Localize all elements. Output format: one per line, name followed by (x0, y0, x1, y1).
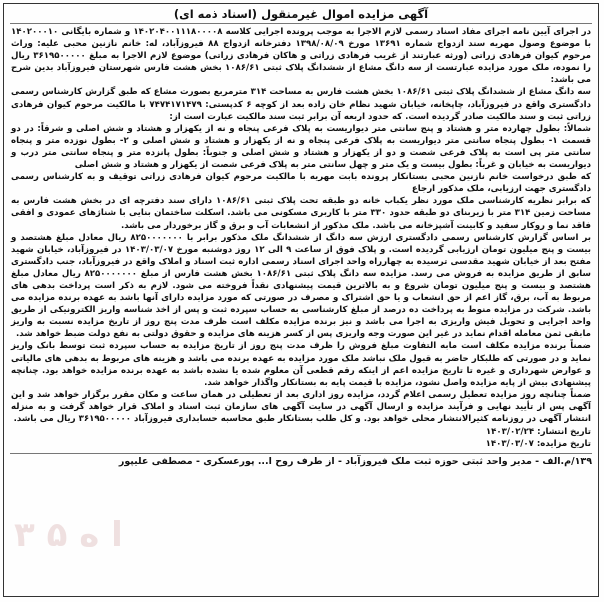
watermark: ۳ ا ه ۵ (14, 515, 123, 555)
notice-paragraph: سه دانگ مشاع از ششدانگ پلاک ثبتی ۱۰۸۶/۶۱ بخش هشت فارس به مساحت ۳۱۴ مترمربع بصورت مشاع که طبق گزارش کارشناس رسمی دادگستری واقع در فیروزآباد، چاپخانه، خیابان شهید نظام خان زاده بعد از کوچه ۶ کدپستی: ۷۴۷۴۱۷۱۴۷۹ با مالکیت مرحوم کیوان فرهادی زراتی ثبت و سند مالکیت صادر گردیده است. که حدود اربعه آن برابر ثبت سند مالکیت عبارت است از: (11, 87, 591, 122)
publish-date: تاریخ انتشار: ۱۴۰۳/۰۲/۲۴ (485, 427, 591, 438)
auction-notice (3, 3, 599, 597)
notice-title: آگهی مزایده اموال غیرمنقول (اسناد ذمه ای) (10, 4, 592, 24)
notice-paragraph: بر اساس گزارش کارشناس رسمی دادگستری ارزش سه دانگ از ششدانگ ملک مذکور برابر با ۸۲۵۰۰۰۰۰۰۰ ریال معادل مبلغ هشتصد و بیست و پنج میلیون تومان ارزیابی گردیده است. و پلاک فوق از ساعت ۹ الی ۱۲ روز دوشنبه مورخ ۱۴۰۳/۰۳/۰۷ در فیروزآباد، خیابان شهید مفتح بعد از خیابان شهید مقدسی ترسیده به چهارراه واحد اجرای اسناد رسمی اداره ثبت اسناد و املاک واقع در فیروزآباد، جنب دادگستری سابق از طریق مزایده به فروش می رسد. مزایده سه دانگ پلاک ثبتی ۱۰۸۶/۶۱ بخش هشت فارس از مبلغ ۸۲۵۰۰۰۰۰۰۰ ریال معادل مبلغ هشتصد و بیست و پنج میلیون تومان شروع و به بالاترین قیمت پیشنهادی نقداً فروخته می شود. لازم به ذکر است پرداخت بدهی های مربوط به آب، برق، گاز اعم از حق انشعاب و یا حق اشتراک و مصرف در صورتی که مورد مزایده دارای آنها باشد به عهده برنده مزایده می باشد. شرکت در مزایده منوط به پرداخت ده درصد از مبلغ کارشناسی به حساب سپرده ثبت و پس از اخذ شناسه واریز الکترونیکی از طریق واحد اجرایی و تحویل فیش واریزی به اجرا می باشد و نیز برنده مزایده مکلف است ظرف مدت پنج روز از تاریخ مزایده نسبت به واریز مابقی ثمن معامله اقدام نماید در غیر این صورت وجه واریزی پس از کسر هزینه های مزایده و حقوق دولتی به نفع دولت ضبط خواهد شد. (11, 232, 592, 340)
notice-paragraph: شمالاً: بطول چهارده متر و هشتاد و پنج سانتی متر دیواریست به پلاک فرعی پنجاه و نه از یکهزار و هشتاد و شش اصلی و شرقاً: در دو قسمت ۱- بطول پنجاه سانتی متر دیواریست به پلاک فرعی پنجاه و نه از یکهزار و هشتاد و شش اصلی و ۲- بطول نوزده متر و پنجاه سانتی متر پی است به پلاک فرعی شصت و دو از یکهزار و هشتاد و شش اصلی و جنوباً: بطول پانزده متر و پنجاه سانتی متر درب و دیواریست به خیابان و غرباً: بطول بیست و یک متر و چهل سانتی متر به پلاک فرعی شصت از یکهزار و هشتاد و شش اصلی (11, 123, 591, 171)
notice-signature: ۱۳۹/م.الف - مدیر واحد ثبتی حوزه ثبت ملک فیروزآباد - از طرف روح ا... پورعسکری - مصطفی علیپور (10, 453, 592, 467)
notice-paragraph: در اجرای آیین نامه اجرای مفاد اسناد رسمی لازم الاجرا به موجب پرونده اجرایی کلاسه ۱۴۰۲۰۴۰۰۱۱۱۸۰۰۰۰۸ و شماره بایگانی ۱۴۰۲۰۰۰۱۰ با موضوع وصول مهریه سند ازدواج شماره ۱۳۶۹۱ مورخ ۱۳۹۸/۰۸/۰۹ دفترخانه ازدواج ۸۸ فیروزآباد، له: خانم نازنین محبی علیه: وراث مرحوم کیوان فرهادی زراتی (ورثه عبارتند از غریب فرهادی زراتی و هاکان فرهادی زراتی) موضوع لازم الاجرا به مبلغ ۳۶۱۹۵۰۰۰۰۰ ریال را نموده، ملک مورد مزایده عبارتست از سه دانگ مشاع از ششدانگ پلاک ثبتی ۱۰۸۶/۶۱ بخش هشت فارس شهرستان فیروزآباد بدین شرح می باشد: (11, 27, 591, 86)
notice-dates (11, 426, 591, 450)
notice-body (4, 24, 598, 450)
notice-paragraph: که طبق درخواست خانم نازنین محبی بستانکار پرونده بابت مهریه با مالکیت مرحوم کیوان فرهادی زراتی توقیف و به کارشناس رسمی دادگستری جهت ارزیابی، ملک مذکور ارجاع (11, 172, 591, 195)
auction-date: تاریخ مزایده: ۱۴۰۳/۰۳/۰۷ (485, 439, 591, 450)
notice-paragraph: ضمناً برنده مزایده مکلف است مابه التفاوت مبلغ فروش را ظرف مدت پنج روز از تاریخ مزایده به حساب سپرده ثبت توسط بانک واریز نماید و در صورتی که طلبکار حاضر به قبول ملک نباشد ملک مورد مزایده به عهده برنده می باشد و هزینه های مربوط به بدهی های مالیاتی و عوارض شهرداری و غیره تا تاریخ مزایده اعم از اینکه رقم قطعی آن معلوم شده یا نشده باشد به عهده برنده مزایده خواهد بود. چنانچه پیشنهادی بیش از پایه مزایده واصل نشود، مزایده با قیمت پایه به بستانکار واگذار خواهد شد. (11, 341, 591, 388)
notice-paragraph: ضمناً چنانچه روز مزایده تعطیل رسمی اعلام گردد، مزایده روز اداری بعد از تعطیلی در همان ساعت و مکان مقرر برگزار خواهد شد و این آگهی پس از تأیید نهایی و فرآیند مزایده و ارسال آگهی در سایت آگهی های سازمان ثبت اسناد و املاک قرار خواهد گرفت و به منزله انتشار آگهی در روزنامه کثیرالانتشار محلی خواهد بود. و کل طلب بستانکار طبق محاسبه حسابداری فیروزآباد ۳۶۱۹۵۰۰۰۰۰ ریال می باشد. (11, 389, 591, 424)
notice-paragraph: که برابر نظریه کارشناسی ملک مورد نظر یکباب خانه دو طبقه تحت پلاک ثبتی ۱۰۸۶/۶۱ دارای سند دفترچه ای در بخش هشت فارس به مساحت زمین ۳۱۴ متر با زیربنای دو طبقه حدود ۳۳۰ متر با کاربری مسکونی می باشد. اسکلت ساختمان بنایی با شناژهای عمودی و افقی فاقد نما و روکار سفید و کابینت آشپزخانه می باشد. ملک مذکور از انشعابات آب و برق و گاز برخوردار می باشد. (11, 196, 592, 231)
